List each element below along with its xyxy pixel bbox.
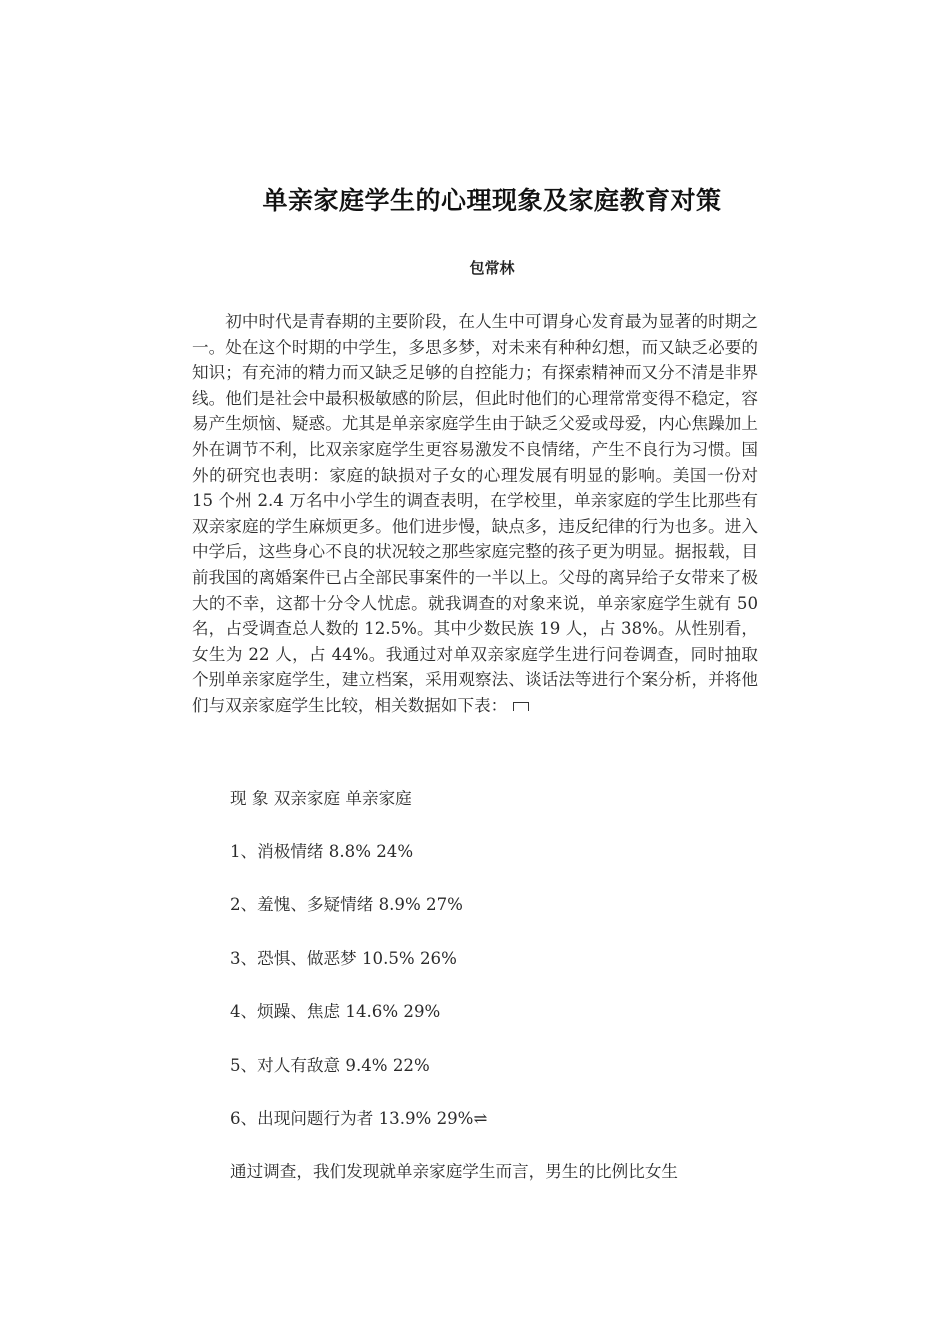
- table-row-4: 4、烦躁、焦虑 14.6% 29%: [230, 1002, 441, 1021]
- table-row-6-text: 6、出现问题行为者 13.9% 29%: [230, 1109, 474, 1128]
- paragraph-end-mark-icon: [513, 702, 529, 711]
- intro-paragraph-text: 初中时代是青春期的主要阶段，在人生中可谓身心发育最为显著的时期之一。处在这个时期的中学生，多思多梦，对未来有种种幻想，而又缺乏必要的知识；有充沛的精力而又缺乏足够的自控能力；有探索精神而又分不清是非界线。他们是社会中最积极敏感的阶层，但此时他们的心理常常变得不稳定，容易产生烦恼、疑惑。尤其是单亲家庭学生由于缺乏父爱或母爱，内心焦躁加上外在调节不利，比双亲家庭学生更容易激发不良情绪，产生不良行为习惯。国外的研究也表明：家庭的缺损对子女的心理发展有明显的影响。美国一份对 15 个州 2.4 万名中小学生的调查表明，在学校里，单亲家庭的学生比那些有双亲家庭的学生麻烦更多。他们进步慢，缺点多，违反纪律的行为也多。进入中学后，这些身心不良的状况较之那些家庭完整的孩子更为明显。据报载，目前我国的离婚案件已占全部民事案件的一半以上。父母的离异给子女带来了极大的不幸，这都十分令人忧虑。就我调查的对象来说，单亲家庭学生就有 50 名，占受调查总人数的 12.5%。其中少数民族 19 人，占 38%。从性别看，女生为 22 人，占 44%。我通过对单双亲家庭学生进行问卷调查，同时抽取个别单亲家庭学生，建立档案，采用观察法、谈话法等进行个案分析，并将他们与双亲家庭学生比较，相关数据如下表：: [192, 312, 758, 715]
- table-header-row: 现 象 双亲家庭 单亲家庭: [230, 789, 412, 808]
- table-row-3: 3、恐惧、做恶梦 10.5% 26%: [230, 949, 457, 968]
- table-row-5: 5、对人有敌意 9.4% 22%: [230, 1056, 430, 1075]
- table-row-6: [230, 1107, 790, 1131]
- row-6-suffix-mark: ⇌: [473, 1109, 488, 1128]
- table-row-1: 1、消极情绪 8.8% 24%: [230, 842, 414, 861]
- intro-paragraph: [192, 309, 758, 719]
- author-name: 包常林: [469, 259, 515, 277]
- closing-paragraph: 通过调查，我们发现就单亲家庭学生而言，男生的比例比女生: [230, 1162, 679, 1181]
- table-row-2: 2、羞愧、多疑情绪 8.9% 27%: [230, 895, 463, 914]
- document-title: 单亲家庭学生的心理现象及家庭教育对策: [262, 186, 722, 215]
